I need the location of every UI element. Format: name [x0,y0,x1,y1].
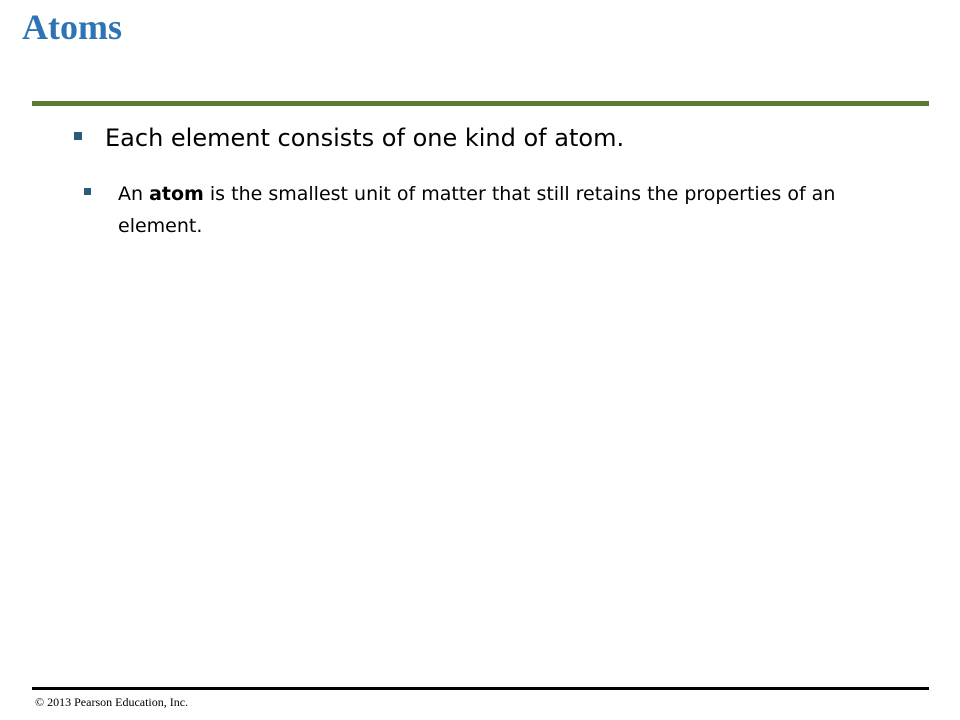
slide-title: Atoms [22,7,122,47]
bold-term: atom [149,183,204,205]
bullet-level-1 [74,118,914,158]
bullet-text-before: An [118,183,150,205]
bullet-text: Each element consists of one kind of atom. [105,124,625,152]
bullet-level-2 [84,178,844,242]
footer-divider [32,687,929,690]
square-bullet-icon [84,188,91,195]
bullet-text [118,178,844,242]
title-divider [32,101,929,106]
square-bullet-icon [74,132,82,140]
copyright-notice: © 2013 Pearson Education, Inc. [35,695,189,709]
bullet-text-after: is the smallest unit of matter that still retains the properties of an element. [118,183,836,237]
